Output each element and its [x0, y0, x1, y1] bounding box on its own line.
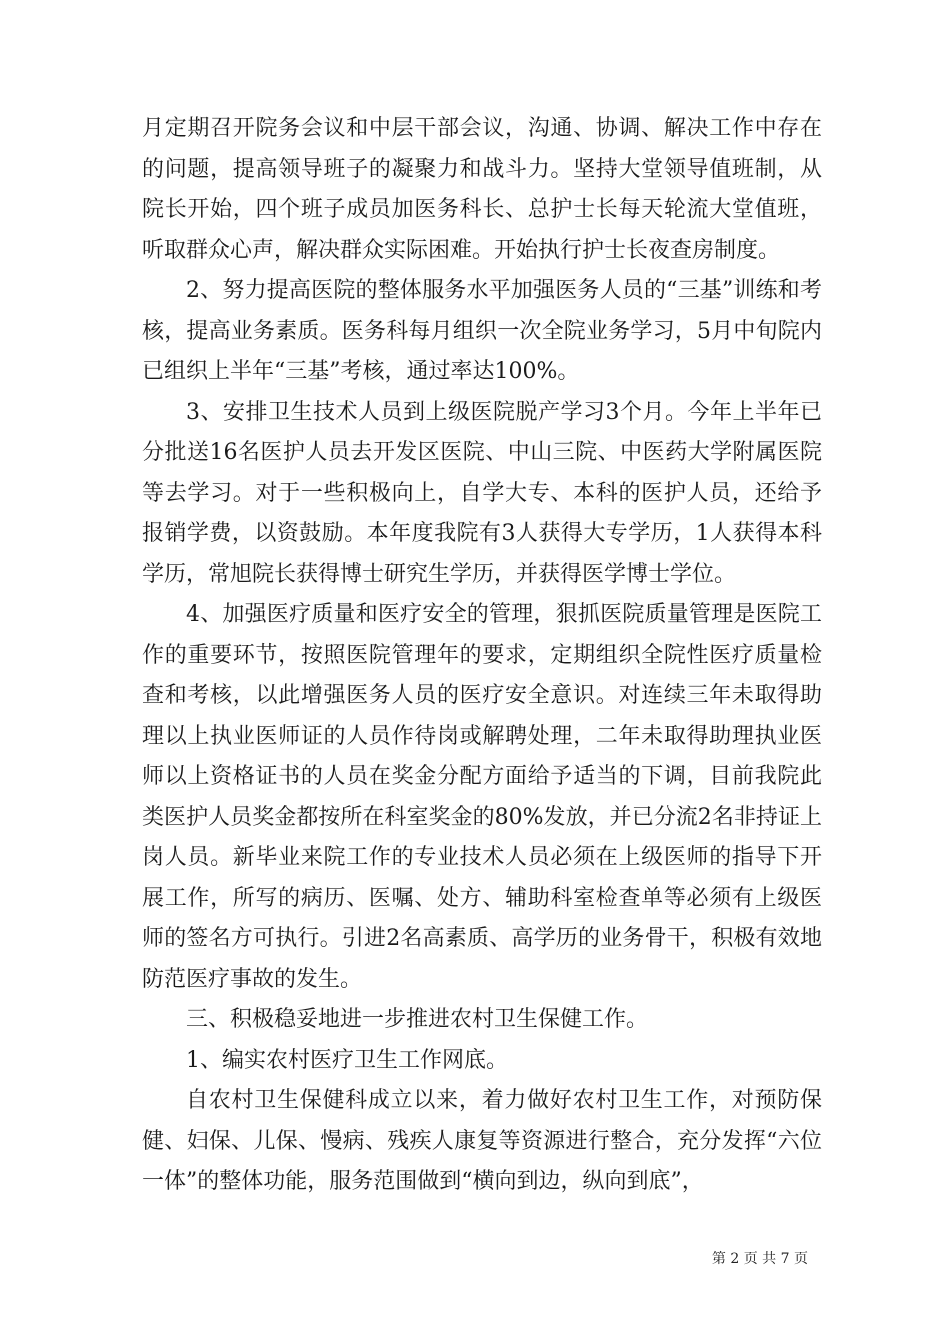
page-number-footer: 第 2 页 共 7 页 [711, 1251, 808, 1267]
document-body [142, 109, 822, 1203]
paragraph-item-3: 3、安排卫生技术人员到上级医院脱产学习3个月。今年上半年已分批送16名医护人员去开发区医院、中山三院、中医药大学附属医院等去学习。对于一些积极向上，自学大专、本科的医护人员，还给予报销学费，以资鼓励。本年度我院有3人获得大专学历，1人获得本科学历，常旭院长获得博士研究生学历，并获得医学博士学位。 [142, 399, 822, 587]
subheading-1: 1、编实农村医疗卫生工作网底。 [186, 1047, 508, 1073]
paragraph-item-2: 2、努力提高医院的整体服务水平加强医务人员的“三基”训练和考核，提高业务素质。医务科每月组织一次全院业务学习，5月中旬院内已组织上半年“三基”考核，通过率达100%。 [142, 278, 822, 384]
paragraph-rural-health: 自农村卫生保健科成立以来，着力做好农村卫生工作，对预防保健、妇保、儿保、慢病、残疾人康复等资源进行整合，充分发挥“六位一体”的整体功能，服务范围做到“横向到边，纵向到底”， [142, 1088, 822, 1194]
paragraph-item-4: 4、加强医疗质量和医疗安全的管理，狠抓医院质量管理是医院工作的重要环节，按照医院管理年的要求，定期组织全院性医疗质量检查和考核，以此增强医务人员的医疗安全意识。对连续三年未取得助理以上执业医师证的人员作待岗或解聘处理，二年未取得助理执业医师以上资格证书的人员在奖金分配方面给予适当的下调，目前我院此类医护人员奖金都按所在科室奖金的80%发放，并已分流2名非持证上岗人员。新毕业来院工作的专业技术人员必须在上级医师的指导下开展工作，所写的病历、医嘱、处方、辅助科室检查单等必须有上级医师的签名方可执行。引进2名高素质、高学历的业务骨干，积极有效地防范医疗事故的发生。 [142, 602, 822, 992]
section-heading-3: 三、积极稳妥地进一步推进农村卫生保健工作。 [186, 1007, 649, 1032]
paragraph-continuation: 月定期召开院务会议和中层干部会议，沟通、协调、解决工作中存在的问题，提高领导班子的凝聚力和战斗力。坚持大堂领导值班制，从院长开始，四个班子成员加医务科长、总护士长每天轮流大堂值班，听取群众心声，解决群众实际困难。开始执行护士长夜查房制度。 [142, 116, 822, 263]
